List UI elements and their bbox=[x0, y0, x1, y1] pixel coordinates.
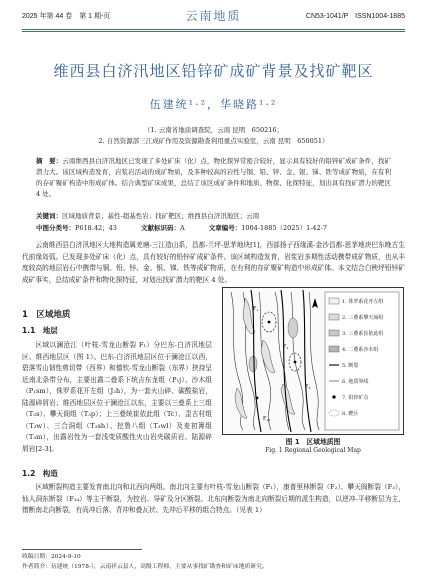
introduction-paragraph: 云南维西县白济汛地区大地构造属羌塘-三江造山系，昌都-兰坪-思茅地块[1]，西部扬子西缘溪-金沙昌都-思茅地块巴东晚古生代前缘岛弧。已发现多处矿床（化）点，具有较好的铅锌矿成矿条件。该区域构造发育，岩浆岩多期性活动携带成矿物质，也从丰度较高的地层岩石中携带与铜、铅、锌、金、银、锑、铁等成矿物质，在有利的存矿聚矿构造中形成矿体。本文结合白秧坪铅锌矿成矿事实，总结成矿条件和物化探特征，对划出找矿潜力的靶区 4 处。 bbox=[22, 241, 405, 284]
abstract-text: 云南维西县白济汛地区已发现了多处矿床（化）点，物化探异常密合较好，显示具有较好的铅锌矿成矿条件，找矿潜力大。该区域构造发育，岩浆岩活动的成矿物质，及多种较高的岩性与铜、铅、锌、金、银、锑、铁等成矿物质，在有利的存矿聚矿构造中形成矿体。结合典型矿床成果，总结了该区成矿条件和地质、物探、化探特征，划出具有找矿潜力的靶区 4 处。 bbox=[36, 157, 392, 198]
legend-item-3: 3. 三叠系崔依此组 bbox=[342, 331, 384, 337]
fault-label-f1: F₁ bbox=[253, 306, 259, 312]
doc-label: 文献标识码： bbox=[140, 224, 180, 232]
clc-value: P618.42；43 bbox=[75, 224, 117, 232]
section-heading-1-2: 1.2 构造 bbox=[22, 469, 58, 478]
running-header bbox=[22, 6, 405, 28]
classification-line bbox=[36, 223, 391, 234]
affiliation-1: （1. 云南省地质调查院，云南 昆明 650216； bbox=[143, 126, 284, 134]
strata-paragraph: 区域以澜沧江（叶枝-雪龙山断裂 F₁）分巴东-白济汛地层区、维西地层区（图 1）。巴东-白济汛地层区位于澜沧江以西，碧落雪山韧性剪切带（西界）和德钦-雪龙山断裂（东界）挟持呈近南北条带分布，主要出露二叠系下统吉东龙组（P₁j）、沙木组（P₁sm），侏罗系花开左组（J₂h），为一套火山碎、碳酸盐岩，陆源碎屑岩；维西地层区位于澜沧江以东，主要以三叠系上三组（T₃s）、攀天阁组（T₃p）；上三叠统崔依此组（Tc）、歪古村组（T₃w）、三合洞组（T₃sh）、挖鲁八组（T₃wl）及麦初箐组（T₃m），出露岩性为一套浅变质酸性火山岩夹碳质岩、陆源碎屑岩[2-3]。 bbox=[22, 341, 212, 453]
abstract bbox=[36, 156, 391, 200]
legend-item-8: 8. 靶区 bbox=[342, 411, 359, 417]
legend-item-5: 5. 断裂 bbox=[342, 363, 359, 369]
figure-caption-cn: 图 1 区域地质图 bbox=[285, 438, 341, 446]
fault-label-f2: F₂ bbox=[283, 344, 289, 350]
abstract-label: 摘 要： bbox=[36, 157, 63, 165]
article-id-label: 文章编号： bbox=[208, 224, 242, 232]
issue-info: 2025 年第 44 卷 第 1 期-页 bbox=[22, 13, 111, 20]
issn-info: CN53-1041/P ISSN1004-1885 bbox=[305, 13, 405, 20]
legend-item-1: 1. 侏罗系花开左组 bbox=[342, 299, 384, 305]
keywords-label: 关键词： bbox=[36, 212, 62, 220]
journal-name: 云南地质 bbox=[185, 9, 242, 23]
regional-geological-map bbox=[222, 287, 404, 435]
fault-label-f14: F₁₄ bbox=[263, 416, 271, 422]
affiliation-2: 2. 自然资源部三江成矿作用及资源勘查利用重点实验室，云南 昆明 650051） bbox=[98, 137, 329, 145]
article-authors: 伍建统¹·²，华晓路¹·² bbox=[149, 98, 278, 111]
header-rule bbox=[22, 29, 405, 30]
section-heading-1: 1 区域地质 bbox=[22, 310, 71, 320]
footnote-author: 作者简介：伍建统（1978-），云南祥云县人，高级工程师，主要从事找矿勘查和矿床地质研究。 bbox=[22, 564, 268, 570]
article-id-value: 1004-1885（2025）1-42-7 bbox=[241, 224, 328, 232]
keywords bbox=[36, 211, 391, 222]
section-heading-1-1: 1.1 地层 bbox=[22, 326, 58, 335]
footnote-rule bbox=[22, 549, 142, 550]
affiliations bbox=[40, 125, 387, 147]
legend-item-6: 6. 地质界线 bbox=[342, 379, 369, 385]
footnote-received: 收稿日期：2024-9-10 bbox=[22, 554, 81, 560]
article-title: 维西县白济汛地区铅锌矿成矿背景及找矿靶区 bbox=[53, 62, 374, 80]
structure-paragraph: 区域断裂构造主要发育南北向和北西向两组。南北向主要有叶枝-雪龙山断裂（F₁），康普里林断裂（F₂）、攀天阁断裂（F₃），仙人洞东断裂（F₁₄）等主干断裂，为控岩、导矿及分区断裂。北东向断裂为南北向断裂后期的派生构造，以逆冲-平移断层为主，错断南北向断裂，有尚冲后落、背冲和叠瓦状、先冲后平移的组合特点。（见表 1） bbox=[22, 483, 405, 514]
legend-item-2: 2. 三叠系攀天阁组 bbox=[342, 315, 384, 321]
keywords-text: 区域地质背景；基性-超基性岩；找矿靶区；维西县白济汛地区；云南 bbox=[62, 212, 260, 220]
clc-label: 中图分类号： bbox=[36, 224, 75, 232]
figure-caption-en: Fig. 1 Regional Geological Map bbox=[265, 447, 361, 454]
fault-label-f3: F₃ bbox=[305, 384, 311, 390]
geological-map-graphic bbox=[223, 288, 403, 434]
header-rule-thin bbox=[22, 31, 405, 32]
legend-item-7: 7. 铅锌矿点 bbox=[342, 395, 369, 401]
legend-item-4: 4. 二叠系沙木组 bbox=[342, 347, 379, 353]
doc-value: A bbox=[179, 224, 185, 232]
